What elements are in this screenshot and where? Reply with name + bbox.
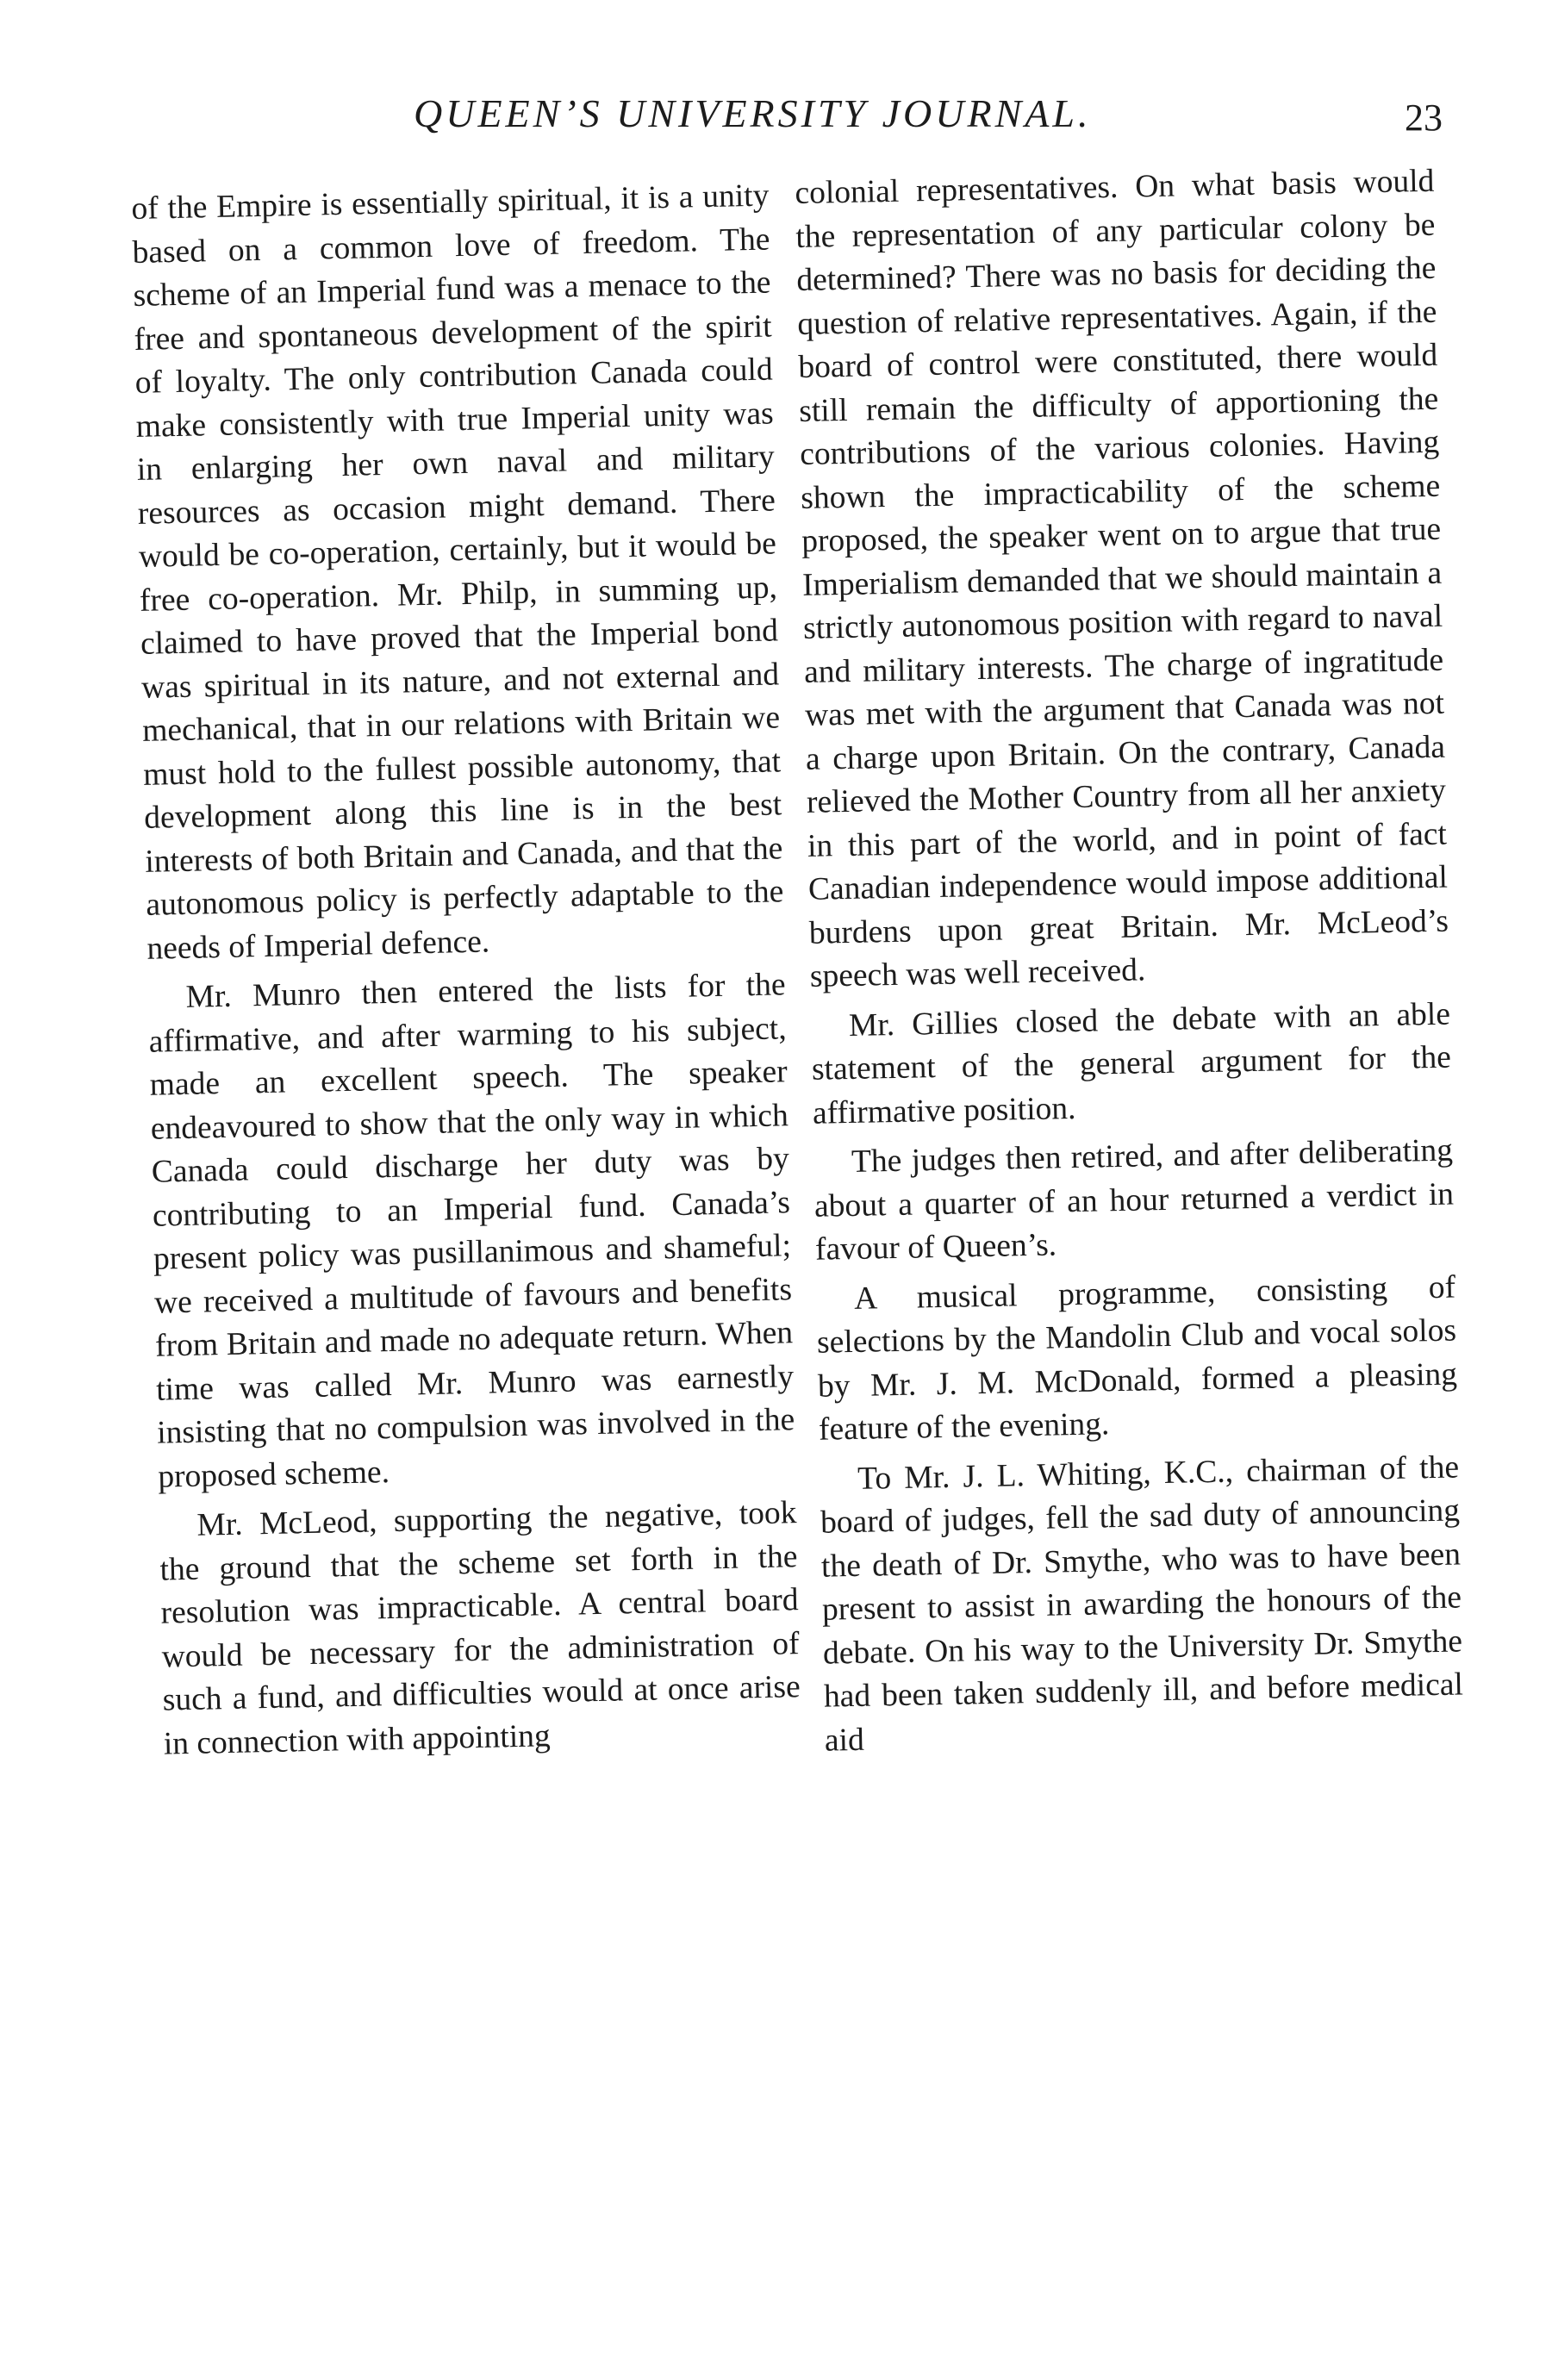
running-title: QUEEN’S UNIVERSITY JOURNAL. — [414, 91, 1092, 135]
right-column — [795, 160, 1464, 1769]
paragraph: Mr. Munro then entered the lists for the affirmative, and after warming to his subject, made an excellent speech. The speaker endeavoured to show that the only way in which Canada could discharge her duty was by contributing to an Imperial fund. Canada’s present policy was pusillanimous and shameful; we received a multitude of favours and benefits from Britain and made no adequate return. When time was called Mr. Munro was earnestly insisting that no compulsion was involved in the proposed scheme. — [148, 967, 795, 1495]
left-column — [131, 175, 801, 1773]
paragraph: of the Empire is essentially spiritual, it is a unity based on a common love of freedom. The scheme of an Imperial fund was a menace to the free and spontaneous development of the spirit of loyalty. The only contribution Canada could make consistently with true Imperial unity was in enlarging her own naval and military resources as occasion might demand. There would be co-operation, certainly, but it would be free co-operation. Mr. Philp, in summing up, claimed to have proved that the Imperial bond was spiritual in its nature, and not external and mechanical, that in our relations with Britain we must hold to the fullest possible autonomy, that development along this line is in the best interests of both Britain and Canada, and that the autonomous policy is perfectly adaptable to the needs of Imperial defence. — [131, 178, 784, 967]
page-number: 23 — [1405, 97, 1443, 139]
paragraph: Mr. Gillies closed the debate with an able statement of the general argument for the affirmative position. — [811, 996, 1452, 1131]
paragraph: A musical programme, consisting of selections by the Mandolin Club and vocal solos by Mr. J. M. McDonald, formed a pleasing feature of the evening. — [816, 1269, 1458, 1448]
paragraph: To Mr. J. L. Whiting, K.C., chairman of the board of judges, fell the sad duty of announcing the death of Dr. Smythe, who was to have been present to assist in awarding the honours of the debate. On his way to the University Dr. Smythe had been taken suddenly ill, and before medical aid — [820, 1449, 1464, 1759]
paragraph: Mr. McLeod, supporting the negative, took the ground that the scheme set forth in the resolution was impracticable. A central board would be necessary for the administration of such a fund, and difficulties would at once arise in connection with appointing — [159, 1495, 801, 1762]
page-header — [0, 90, 1552, 159]
paragraph: The judges then retired, and after deliberating about a quarter of an hour returned a verdict in favour of Queen’s. — [813, 1132, 1455, 1268]
paragraph: colonial representatives. On what basis would the representation of any particular colony be determined? There was no basis for deciding the question of relative representatives. Again, if the board of control were constituted, there would still remain the difficulty of apportioning the contributions of the various colonies. Having shown the impracticability of the scheme proposed, the speaker went on to argue that true Imperialism demanded that we should maintain a strictly autonomous position with regard to naval and military interests. The charge of ingratitude was met with the argument that Canada was not a charge upon Britain. On the contrary, Canada relieved the Mother Country from all her anxiety in this part of the world, and in point of fact Canadian independence would impose additional burdens upon great Britain. Mr. McLeod’s speech was well received. — [795, 163, 1449, 994]
